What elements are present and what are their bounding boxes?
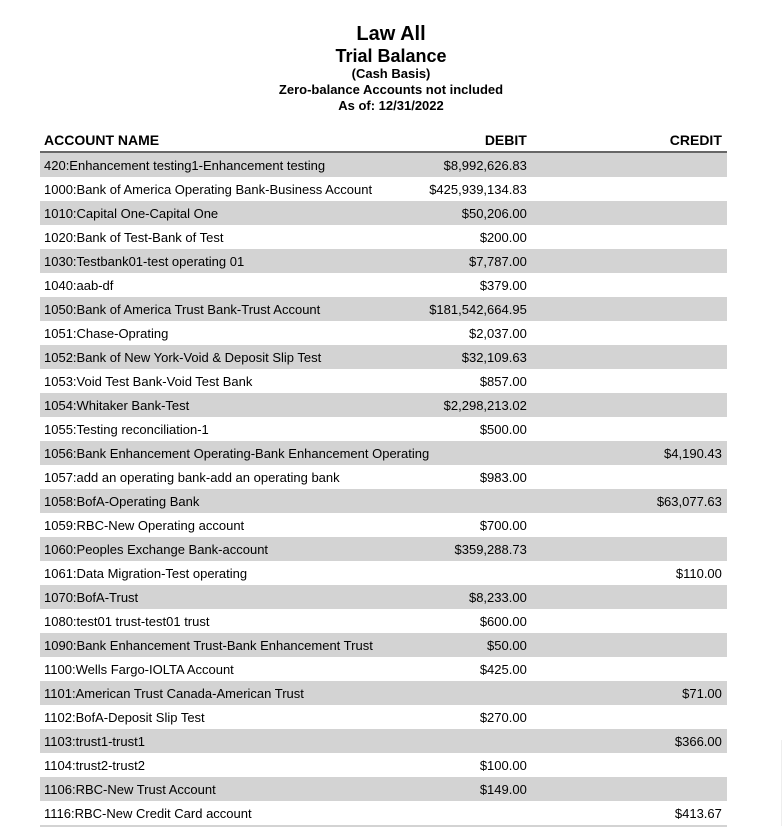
account-name-cell: 1020:Bank of Test-Bank of Test bbox=[40, 225, 429, 249]
table-row bbox=[40, 369, 727, 393]
table-row bbox=[40, 297, 727, 321]
table-row bbox=[40, 585, 727, 609]
table-row bbox=[40, 681, 727, 705]
credit-cell bbox=[657, 609, 727, 633]
credit-cell bbox=[657, 657, 727, 681]
table-row bbox=[40, 249, 727, 273]
account-name-cell: 1000:Bank of America Operating Bank-Business Account bbox=[40, 177, 429, 201]
credit-cell: $4,190.43 bbox=[657, 441, 727, 465]
debit-cell: $7,787.00 bbox=[429, 249, 657, 273]
debit-cell: $2,037.00 bbox=[429, 321, 657, 345]
credit-cell: $63,077.63 bbox=[657, 489, 727, 513]
account-name-cell: 1053:Void Test Bank-Void Test Bank bbox=[40, 369, 429, 393]
credit-cell bbox=[657, 513, 727, 537]
table-row bbox=[40, 609, 727, 633]
column-header-account-name: ACCOUNT NAME bbox=[40, 128, 429, 152]
table-row bbox=[40, 537, 727, 561]
account-name-cell: 1103:trust1-trust1 bbox=[40, 729, 429, 753]
zero-balance-note: Zero-balance Accounts not included bbox=[278, 82, 504, 97]
debit-cell: $270.00 bbox=[429, 705, 657, 729]
table-row bbox=[40, 465, 727, 489]
account-name-cell: 1055:Testing reconciliation-1 bbox=[40, 417, 429, 441]
table-row bbox=[40, 225, 727, 249]
debit-cell: $600.00 bbox=[429, 609, 657, 633]
account-name-cell: 420:Enhancement testing1-Enhancement testing bbox=[40, 152, 429, 177]
account-name-cell: 1058:BofA-Operating Bank bbox=[40, 489, 429, 513]
table-row bbox=[40, 177, 727, 201]
table-body bbox=[40, 152, 727, 826]
credit-cell bbox=[657, 225, 727, 249]
table-row bbox=[40, 777, 727, 801]
table-header-row bbox=[40, 128, 727, 152]
account-name-cell: 1050:Bank of America Trust Bank-Trust Account bbox=[40, 297, 429, 321]
account-name-cell: 1052:Bank of New York-Void & Deposit Slip Test bbox=[40, 345, 429, 369]
credit-cell: $366.00 bbox=[657, 729, 727, 753]
table-row bbox=[40, 345, 727, 369]
credit-cell bbox=[657, 369, 727, 393]
table-row bbox=[40, 441, 727, 465]
credit-cell bbox=[657, 249, 727, 273]
table-row bbox=[40, 417, 727, 441]
report-title: Trial Balance bbox=[335, 46, 447, 66]
debit-cell: $181,542,664.95 bbox=[429, 297, 657, 321]
debit-cell: $50,206.00 bbox=[429, 201, 657, 225]
credit-cell bbox=[657, 585, 727, 609]
debit-cell: $425,939,134.83 bbox=[429, 177, 657, 201]
account-name-cell: 1060:Peoples Exchange Bank-account bbox=[40, 537, 429, 561]
account-name-cell: 1116:RBC-New Credit Card account bbox=[40, 801, 429, 826]
credit-cell bbox=[657, 201, 727, 225]
credit-cell: $71.00 bbox=[657, 681, 727, 705]
debit-cell: $983.00 bbox=[429, 465, 657, 489]
report-header bbox=[0, 22, 782, 114]
account-name-cell: 1101:American Trust Canada-American Trust bbox=[40, 681, 429, 705]
column-header-credit: CREDIT bbox=[657, 128, 727, 152]
table-row bbox=[40, 561, 727, 585]
debit-cell bbox=[429, 801, 657, 826]
account-name-cell: 1051:Chase-Oprating bbox=[40, 321, 429, 345]
table-row bbox=[40, 753, 727, 777]
credit-cell bbox=[657, 273, 727, 297]
table-row bbox=[40, 657, 727, 681]
credit-cell bbox=[657, 537, 727, 561]
account-name-cell: 1100:Wells Fargo-IOLTA Account bbox=[40, 657, 429, 681]
debit-cell: $149.00 bbox=[429, 777, 657, 801]
table-row bbox=[40, 321, 727, 345]
debit-cell: $379.00 bbox=[429, 273, 657, 297]
debit-cell bbox=[429, 681, 657, 705]
account-name-cell: 1104:trust2-trust2 bbox=[40, 753, 429, 777]
debit-cell: $50.00 bbox=[429, 633, 657, 657]
account-name-cell: 1061:Data Migration-Test operating bbox=[40, 561, 429, 585]
table-row bbox=[40, 273, 727, 297]
table-row bbox=[40, 152, 727, 177]
debit-cell: $200.00 bbox=[429, 225, 657, 249]
table-row bbox=[40, 633, 727, 657]
credit-cell bbox=[657, 705, 727, 729]
account-name-cell: 1070:BofA-Trust bbox=[40, 585, 429, 609]
table-row bbox=[40, 801, 727, 826]
account-name-cell: 1057:add an operating bank-add an operating bank bbox=[40, 465, 429, 489]
debit-cell: $359,288.73 bbox=[429, 537, 657, 561]
account-name-cell: 1054:Whitaker Bank-Test bbox=[40, 393, 429, 417]
trial-balance-table bbox=[40, 128, 727, 827]
report-basis: (Cash Basis) bbox=[351, 66, 431, 81]
account-name-cell: 1106:RBC-New Trust Account bbox=[40, 777, 429, 801]
as-of-date: As of: 12/31/2022 bbox=[338, 98, 444, 113]
table-row bbox=[40, 729, 727, 753]
credit-cell bbox=[657, 633, 727, 657]
credit-cell bbox=[657, 393, 727, 417]
table-row bbox=[40, 393, 727, 417]
account-name-cell: 1056:Bank Enhancement Operating-Bank Enhancement Operating bbox=[40, 441, 429, 465]
credit-cell bbox=[657, 345, 727, 369]
debit-cell: $2,298,213.02 bbox=[429, 393, 657, 417]
debit-cell: $857.00 bbox=[429, 369, 657, 393]
debit-cell: $700.00 bbox=[429, 513, 657, 537]
debit-cell: $425.00 bbox=[429, 657, 657, 681]
credit-cell bbox=[657, 321, 727, 345]
credit-cell: $413.67 bbox=[657, 801, 727, 826]
table-row bbox=[40, 201, 727, 225]
credit-cell bbox=[657, 297, 727, 321]
credit-cell bbox=[657, 777, 727, 801]
table-row bbox=[40, 705, 727, 729]
account-name-cell: 1080:test01 trust-test01 trust bbox=[40, 609, 429, 633]
credit-cell bbox=[657, 152, 727, 177]
debit-cell bbox=[429, 729, 657, 753]
account-name-cell: 1102:BofA-Deposit Slip Test bbox=[40, 705, 429, 729]
debit-cell bbox=[429, 441, 657, 465]
account-name-cell: 1040:aab-df bbox=[40, 273, 429, 297]
account-name-cell: 1059:RBC-New Operating account bbox=[40, 513, 429, 537]
credit-cell bbox=[657, 417, 727, 441]
debit-cell: $32,109.63 bbox=[429, 345, 657, 369]
credit-cell bbox=[657, 753, 727, 777]
account-name-cell: 1010:Capital One-Capital One bbox=[40, 201, 429, 225]
debit-cell bbox=[429, 561, 657, 585]
account-name-cell: 1090:Bank Enhancement Trust-Bank Enhancement Trust bbox=[40, 633, 429, 657]
table-row bbox=[40, 489, 727, 513]
table-row bbox=[40, 513, 727, 537]
credit-cell bbox=[657, 465, 727, 489]
debit-cell: $100.00 bbox=[429, 753, 657, 777]
debit-cell: $8,233.00 bbox=[429, 585, 657, 609]
credit-cell bbox=[657, 177, 727, 201]
account-name-cell: 1030:Testbank01-test operating 01 bbox=[40, 249, 429, 273]
credit-cell: $110.00 bbox=[657, 561, 727, 585]
debit-cell: $500.00 bbox=[429, 417, 657, 441]
company-name: Law All bbox=[356, 23, 426, 45]
debit-cell bbox=[429, 489, 657, 513]
debit-cell: $8,992,626.83 bbox=[429, 152, 657, 177]
column-header-debit: DEBIT bbox=[429, 128, 657, 152]
